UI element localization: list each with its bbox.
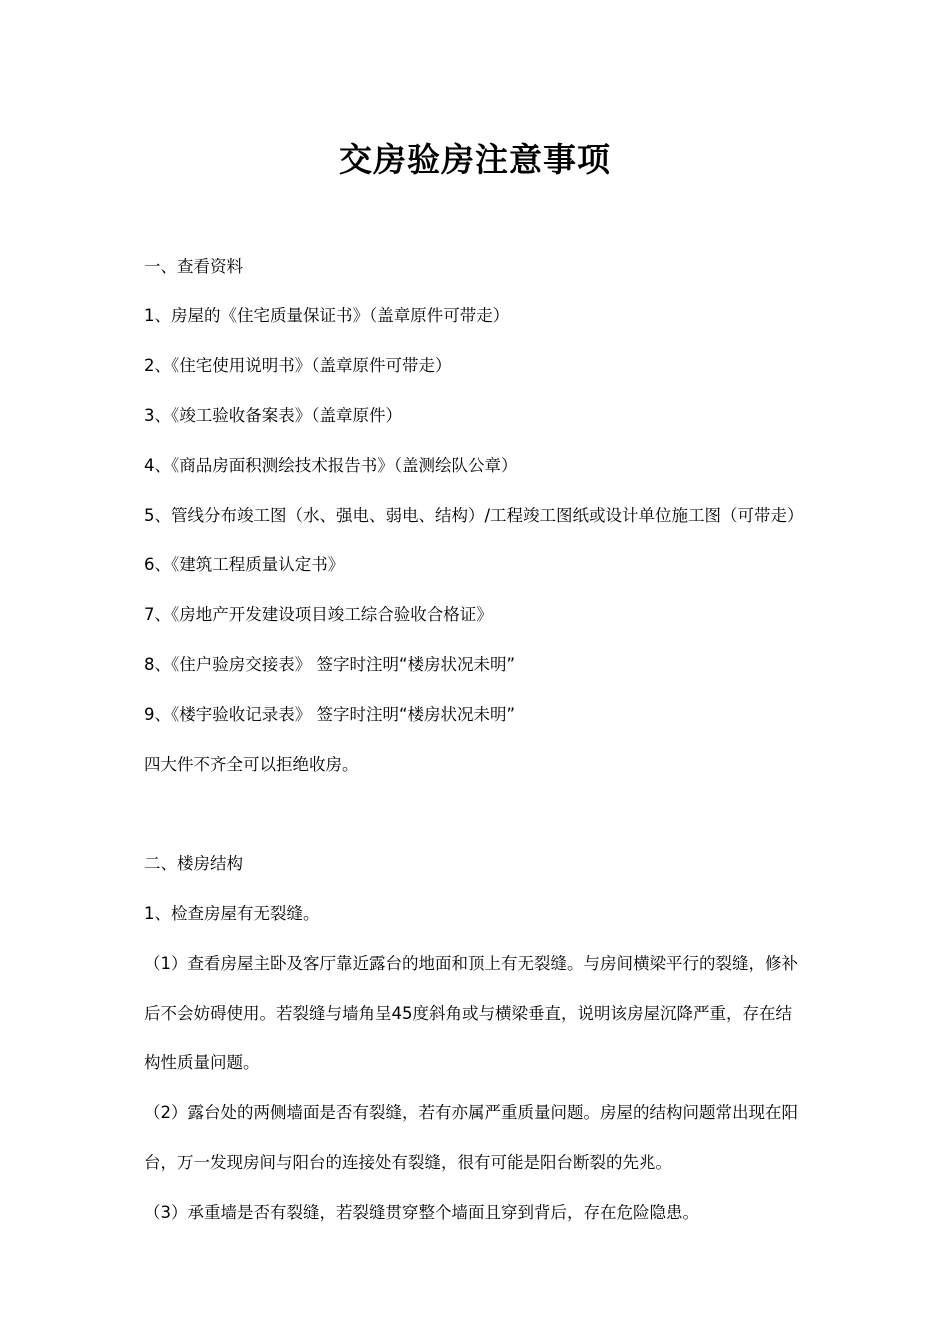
section-1-item-8: 8、《住户验房交接表》 签字时注明“楼房状况未明” bbox=[144, 655, 516, 674]
section-2-heading: 二、楼房结构 bbox=[144, 854, 243, 873]
section-1-item-2: 2、《住宅使用说明书》（盖章原件可带走） bbox=[144, 356, 452, 375]
paragraph-1-line-1: （1）查看房屋主卧及客厅靠近露台的地面和顶上有无裂缝。与房间横梁平行的裂缝，修补 bbox=[144, 954, 798, 973]
section-1-item-1: 1、房屋的《住宅质量保证书》（盖章原件可带走） bbox=[144, 306, 510, 325]
paragraph-3-line-1: （3）承重墙是否有裂缝，若裂缝贯穿整个墙面且穿到背后，存在危险隐患。 bbox=[144, 1203, 699, 1222]
section-1-item-6: 6、《建筑工程质量认定书》 bbox=[144, 555, 345, 574]
section-1-note: 四大件不齐全可以拒绝收房。 bbox=[144, 755, 359, 774]
section-1-item-5: 5、管线分布竣工图（水、强电、弱电、结构）/工程竣工图纸或设计单位施工图（可带走） bbox=[144, 506, 804, 525]
section-1-heading: 一、查看资料 bbox=[144, 257, 243, 276]
paragraph-2-line-2: 台，万一发现房间与阳台的连接处有裂缝，很有可能是阳台断裂的先兆。 bbox=[144, 1153, 672, 1172]
section-2-subheading: 1、检查房屋有无裂缝。 bbox=[144, 904, 320, 923]
section-1-item-9: 9、《楼宇验收记录表》 签字时注明“楼房状况未明” bbox=[144, 705, 516, 724]
paragraph-1-line-2: 后不会妨碍使用。若裂缝与墙角呈45度斜角或与横梁垂直，说明该房屋沉降严重，存在结 bbox=[144, 1004, 792, 1023]
section-1-item-7: 7、《房地产开发建设项目竣工综合验收合格证》 bbox=[144, 605, 493, 624]
paragraph-2-line-1: （2）露台处的两侧墙面是否有裂缝，若有亦属严重质量问题。房屋的结构问题常出现在阳 bbox=[144, 1103, 798, 1122]
paragraph-1-line-3: 构性质量问题。 bbox=[144, 1053, 260, 1072]
section-1-item-3: 3、《竣工验收备案表》（盖章原件） bbox=[144, 406, 402, 425]
section-1-item-4: 4、《商品房面积测绘技术报告书》（盖测绘队公章） bbox=[144, 456, 518, 475]
document-title: 交房验房注意事项 bbox=[339, 140, 611, 179]
